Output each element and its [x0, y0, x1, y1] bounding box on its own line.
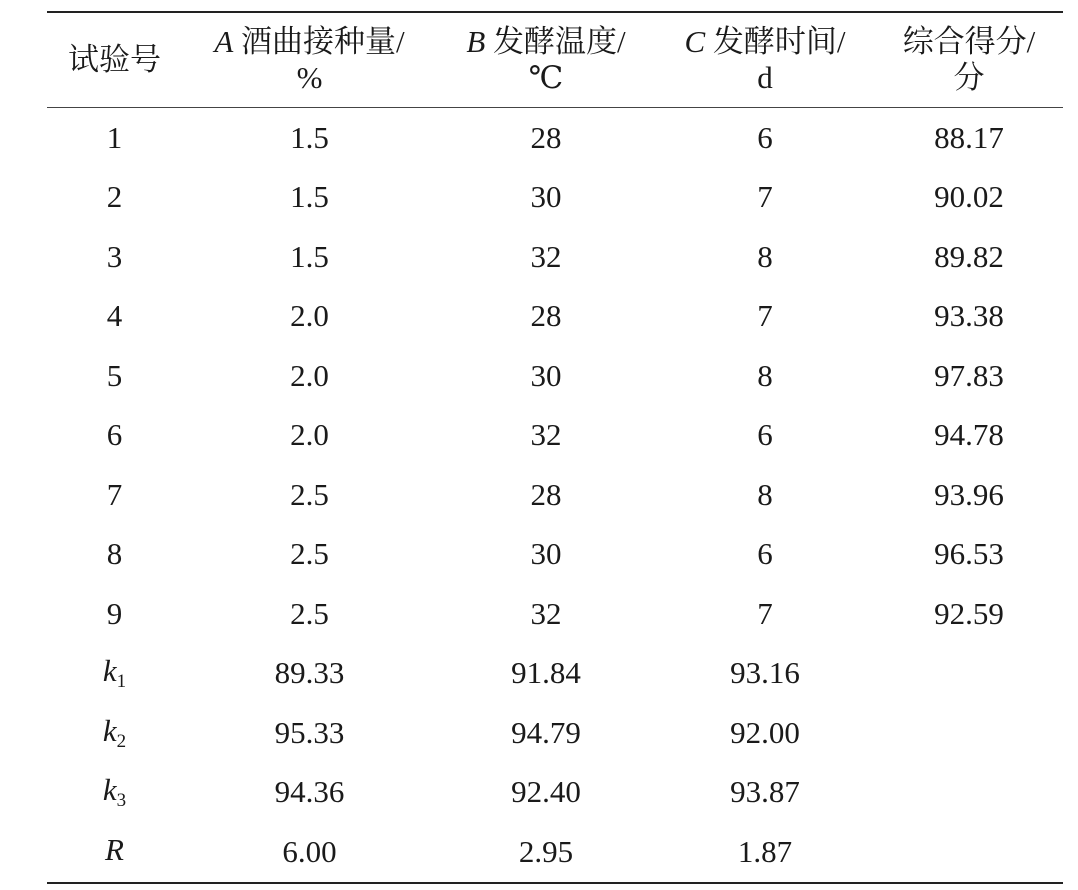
summary-label [47, 703, 182, 763]
table-row [47, 287, 1063, 347]
header-factor-c-var: C [684, 24, 706, 59]
table-row [47, 525, 1063, 585]
header-factor-c [655, 12, 875, 108]
cell-factor-b: 30 [530, 536, 562, 572]
header-factor-a-var: A [214, 24, 234, 59]
cell-factor-a: 2.0 [290, 417, 329, 453]
summary-label-symbol: k [102, 653, 117, 689]
cell-factor-a: 2.5 [290, 595, 329, 631]
summary-label-subscript: 2 [116, 730, 127, 752]
cell-factor-c: 6 [757, 119, 773, 155]
cell-trial: 8 [106, 536, 123, 572]
cell-factor-b: 32 [530, 238, 562, 274]
cell-factor-b: 28 [530, 298, 562, 334]
cell-trial: 7 [106, 476, 123, 512]
summary-score [875, 703, 1063, 763]
summary-factor-c: 1.87 [737, 833, 793, 869]
table-row [47, 346, 1063, 406]
cell-trial: 3 [106, 238, 123, 274]
summary-score [875, 644, 1063, 704]
summary-row-k3 [47, 763, 1063, 823]
summary-factor-a: 89.33 [274, 655, 345, 691]
summary-row-k2 [47, 703, 1063, 763]
summary-label-subscript: 1 [116, 671, 127, 693]
table-row [47, 465, 1063, 525]
header-row [47, 12, 1063, 108]
summary-factor-c: 93.16 [730, 655, 800, 691]
summary-label-symbol: R [105, 831, 124, 867]
header-factor-c-unit: d [757, 60, 773, 95]
summary-factor-b: 2.95 [518, 833, 574, 869]
cell-score: 92.59 [934, 595, 1004, 631]
summary-row-range [47, 822, 1063, 883]
cell-factor-c: 7 [757, 179, 773, 215]
cell-factor-c: 6 [757, 417, 773, 453]
cell-score: 93.38 [934, 298, 1004, 334]
cell-factor-b: 30 [530, 357, 562, 393]
header-factor-a-line1 [182, 24, 437, 60]
cell-score: 97.83 [934, 357, 1004, 393]
summary-factor-b: 91.84 [511, 655, 581, 691]
summary-label [47, 763, 182, 823]
cell-factor-a: 1.5 [290, 119, 329, 155]
header-total-score-unit: 分 [953, 60, 985, 95]
table-row [47, 227, 1063, 287]
cell-trial: 2 [106, 179, 123, 215]
cell-factor-b: 30 [530, 179, 562, 215]
summary-factor-a: 94.36 [274, 774, 345, 810]
header-factor-a [182, 12, 437, 108]
table-row [47, 406, 1063, 466]
cell-score: 96.53 [934, 536, 1004, 572]
summary-label [47, 822, 182, 883]
header-factor-b-label: 发酵温度/ [493, 24, 626, 59]
cell-trial: 6 [106, 417, 123, 453]
cell-factor-c: 6 [757, 536, 773, 572]
summary-factor-c: 92.00 [730, 714, 800, 750]
summary-factor-b: 94.79 [511, 714, 581, 750]
orthogonal-test-table [47, 11, 1063, 884]
cell-trial: 9 [106, 595, 123, 631]
orthogonal-test-table-container [47, 11, 1063, 884]
table-body [47, 108, 1063, 883]
summary-factor-a: 95.33 [274, 714, 345, 750]
header-trial-number-label: 试验号 [68, 42, 161, 77]
cell-trial: 1 [106, 119, 123, 155]
summary-row-k1 [47, 644, 1063, 704]
header-factor-b-var: B [466, 24, 486, 59]
summary-label-symbol: k [102, 772, 117, 808]
cell-factor-b: 28 [530, 119, 562, 155]
summary-label-subscript: 3 [116, 790, 127, 812]
header-factor-a-label: 酒曲接种量/ [241, 24, 405, 59]
header-total-score-label: 综合得分/ [902, 24, 1036, 59]
header-factor-b-unit: ℃ [528, 60, 564, 95]
cell-score: 94.78 [934, 417, 1004, 453]
cell-factor-a: 2.5 [290, 536, 329, 572]
summary-factor-a: 6.00 [282, 833, 337, 869]
table-header [47, 12, 1063, 108]
cell-factor-c: 8 [757, 476, 773, 512]
header-factor-b-line1 [437, 24, 655, 60]
cell-factor-a: 2.5 [290, 476, 329, 512]
table-row [47, 584, 1063, 644]
header-factor-b [437, 12, 655, 108]
cell-factor-c: 7 [757, 298, 773, 334]
cell-score: 93.96 [934, 476, 1004, 512]
cell-score: 88.17 [934, 119, 1004, 155]
cell-factor-c: 8 [757, 238, 773, 274]
summary-label [47, 644, 182, 704]
header-factor-a-unit: % [296, 60, 323, 95]
header-trial-number [47, 12, 182, 108]
cell-factor-b: 32 [530, 595, 562, 631]
header-factor-c-label: 发酵时间/ [712, 24, 846, 59]
header-total-score [875, 12, 1063, 108]
cell-factor-b: 28 [530, 476, 562, 512]
summary-score [875, 822, 1063, 883]
cell-factor-c: 7 [757, 595, 773, 631]
cell-factor-a: 1.5 [290, 179, 329, 215]
cell-factor-b: 32 [530, 417, 562, 453]
summary-score [875, 763, 1063, 823]
cell-factor-a: 2.0 [290, 298, 329, 334]
cell-factor-a: 2.0 [290, 357, 329, 393]
summary-label-symbol: k [102, 712, 117, 748]
summary-factor-c: 93.87 [730, 774, 800, 810]
table-row [47, 108, 1063, 168]
cell-trial: 5 [106, 357, 123, 393]
table-row [47, 168, 1063, 228]
cell-score: 89.82 [934, 238, 1004, 274]
cell-score: 90.02 [934, 179, 1004, 215]
cell-trial: 4 [106, 298, 123, 334]
cell-factor-a: 1.5 [290, 238, 329, 274]
header-factor-c-line1 [655, 24, 875, 60]
cell-factor-c: 8 [757, 357, 773, 393]
summary-factor-b: 92.40 [511, 774, 581, 810]
